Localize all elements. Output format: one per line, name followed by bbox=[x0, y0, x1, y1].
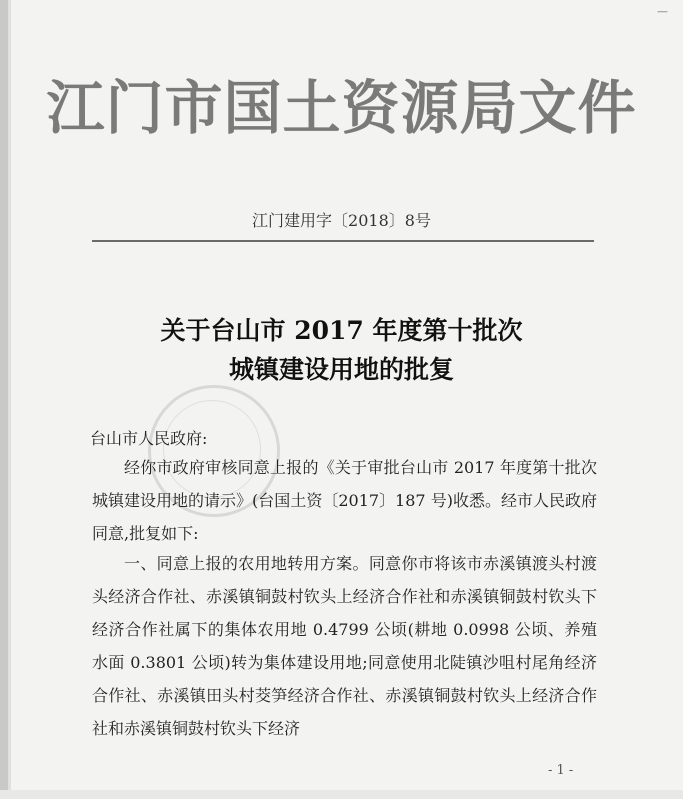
scan-bottom-edge bbox=[0, 790, 683, 799]
scan-corner-mark: — bbox=[657, 5, 668, 18]
body-paragraph-2: 一、同意上报的农用地转用方案。同意你市将该市赤溪镇渡头村渡头经济合作社、赤溪镇铜鼓村钦头上经济合作社和赤溪镇铜鼓村钦头下经济合作社属下的集体农用地 0.4799 公顷(耕地 0.0998 公顷、养殖水面 0.3801 公顷)转为集体建设用地;同意使用北陡镇沙咀村尾角经济合作社、赤溪镇田头村茭笋经济合作社、赤溪镇铜鼓村钦头上经济合作社和赤溪镇铜鼓村钦头下经济 bbox=[92, 554, 597, 738]
header-divider bbox=[92, 240, 594, 242]
page-number: - 1 - bbox=[548, 763, 574, 778]
body-paragraph-1: 经你市政府审核同意上报的《关于审批台山市 2017 年度第十批次城镇建设用地的请示》(台国土资〔2017〕187 号)收悉。经市人民政府同意,批复如下: bbox=[92, 458, 597, 543]
document-title-line-2: 城镇建设用地的批复 bbox=[228, 355, 454, 384]
document-title-line-1: 关于台山市 2017 年度第十批次 bbox=[160, 316, 523, 345]
document-number: 江门建用字〔2018〕8号 bbox=[252, 211, 431, 230]
addressee: 台山市人民政府: bbox=[90, 429, 208, 448]
issuer-header-title: 江门市国土资源局文件 bbox=[46, 74, 637, 142]
